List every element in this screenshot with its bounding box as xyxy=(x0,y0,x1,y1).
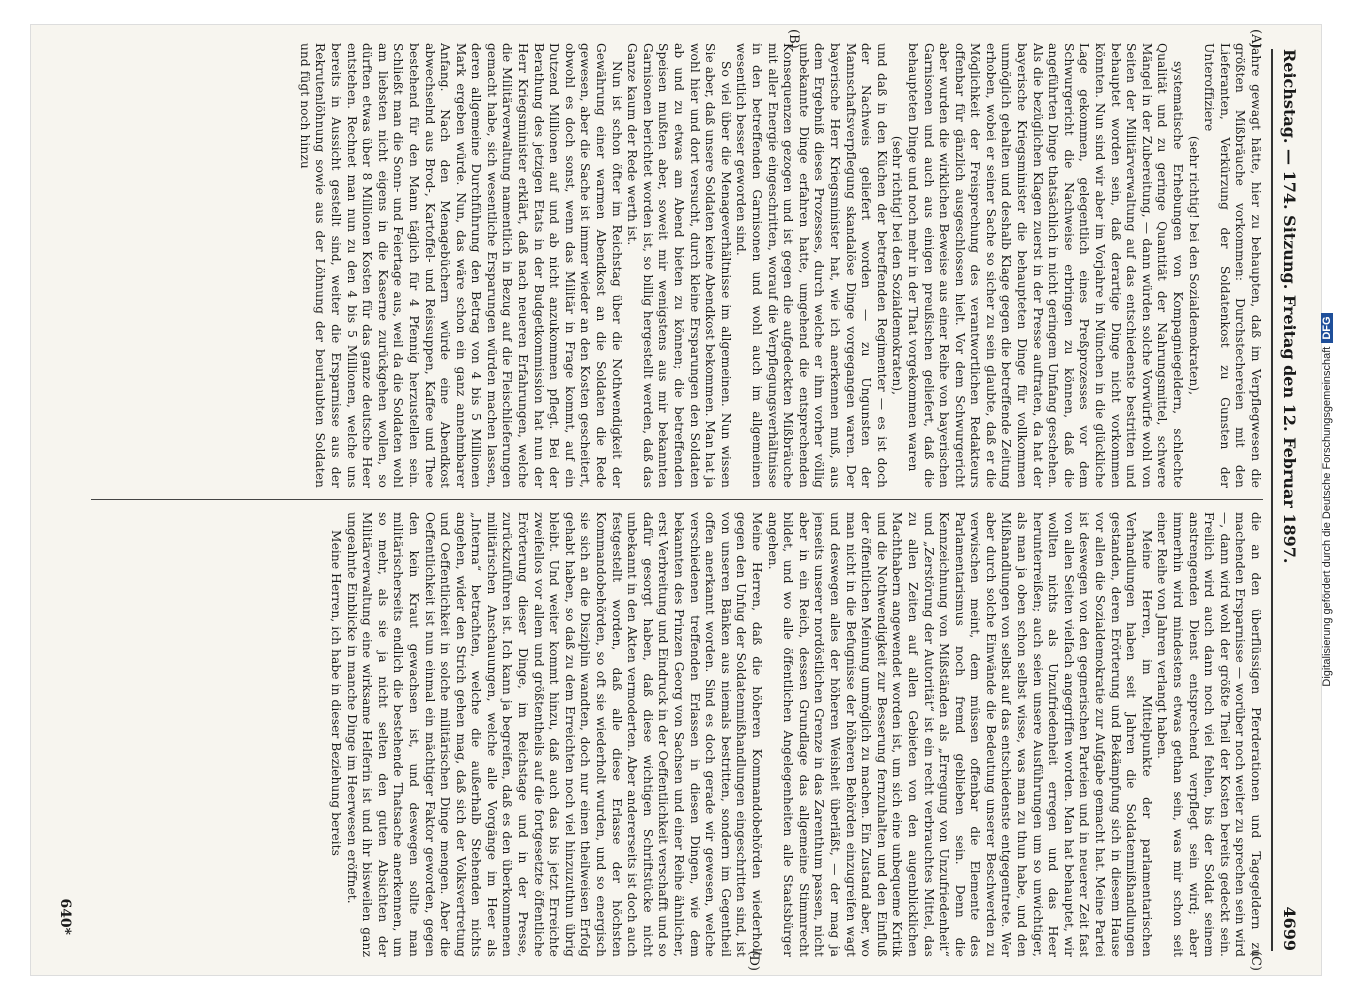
column-divider xyxy=(91,499,1263,500)
paragraph: Jahre gewagt hätte, hier zu behaupten, daß im Verpflegwesen die größten Mißbräuche vorkommen: Durchstechereien mit den Lieferanten, Verkürzung der Soldatenkost zu Gunsten der Unteroffiziere xyxy=(1202,43,1263,488)
signature-mark: 640* xyxy=(57,898,73,935)
header-title: Reichstag. — 174. Sitzung. Freitag den 12. Februar 1897. xyxy=(1280,49,1299,564)
paragraph: systematische Erhebungen von Kompagniegeldern, schlechte Qualität und zu geringe Quantität der Nahrungsmittel, schwere Mängel in der Zubereitung, — dann würden solche Vorwürfe wohl von Seiten der Militärverwaltung auf das entschiedenste bestritten und behauptet worden sein, daß derartige Dinge nicht vorkommen könnten. Nun sind wir aber im Vorjahre in München in die glückliche Lage gekommen, gelegentlich eines Preßprozesses vor dem Schwurgericht die Nachweise erbringen zu können, daß die angeführten Dinge thatsächlich in nicht geringem Umfang geschehen. Als die bezüglichen Klagen zuerst in der Presse auftraten, da hat der bayerische Kriegsminister die behaupteten Dinge für vollkommen unmöglich gehalten und deshalb Klage gegen die betreffende Zeitung erhoben, wobei er seiner Sache so sicher zu sein glaubte, daß er die Möglichkeit der Freisprechung des verantwortlichen Redakteurs offenbar für gänzlich ausgeschlossen hielt. Vor dem Schwurgericht aber wurden die wirklichen Beweise aus einer Reihe von bayerischen Garnisonen und auch aus einigen preußischen geliefert, daß die behaupteten Dinge und noch mehr in der That vorgekommen waren xyxy=(905,43,1186,488)
paragraph: (sehr richtig! bei den Sozialdemokraten), xyxy=(890,135,905,396)
margin-marker-b: (B) xyxy=(786,29,801,49)
paragraph: Meine Herren, im Mittelpunkte der parlamentarischen Verhandlungen haben seit Jahren die Soldatenmißhandlungen gestanden, deren Erörterung und Bekämpfung sich in diesem Hause vor allen die Sozialdemokratie zur Aufgabe gemacht hat. Meine Partei ist deswegen von den gegnerischen Parteien und in neuerer Zeit fast von allen Seiten vielfach angegriffen worden. Man hat behauptet, wir wollten nichts als Unzufriedenheit erregen und das Heer herunterreißen; auch seien unsere Ausführungen um so unwichtiger, als man ja oben schon selbst wisse, was man zu thun habe, und den Mißhandlungen von selbst auf das entschiedenste entgegentrete. Wer aber durch solche Einwände die Bedeutung unserer Beschwerden zu verwischen meint, dem müssen offenbar die Elemente des Parlamentarismus noch fremd geblieben sein. Denn die Kennzeichnung von Mißständen als „Erregung von Unzufriedenheit“ und „Zerstörung der Autorität“ ist ein recht verbrauchtes Mittel, das zu allen Zeiten auf allen Gebieten von den augenblicklichen Machthabern angewendet worden ist, um sich eine unbequeme Kritik und die Nothwendigkeit zur Besserung fernzuhalten und den Einfluß der öffentlichen Meinung unmöglich zu machen. Ein Zustand aber, wo man nicht in die Befugnisse der höheren Behörden einzugreifen wagt und deswegen alles der höheren Weisheit überläßt, — der mag ja jenseits unserer nordöstlichen Grenze in das Zarenthum passen, nicht aber in ein Reich, dessen Grundlage das allgemeine Stimmrecht bildet, und wo alle öffentlichen Angelegenheiten alle Staatsbürger angehen. xyxy=(765,512,1154,957)
paragraph: So viel über die Menageverhältnisse im allgemeinen. Nun wissen Sie aber, daß unsere Soldaten keine Abendkost bekommen. Man hat ja wohl hier und dort versucht, durch kleine Ersparungen den Soldaten ab und zu etwas am Abend bieten zu können; die betreffenden Speisen mußten aber, soweit mir wenigstens aus mir bekannten Garnisonen berichtet worden ist, so billig hergestellt werden, daß das Ganze kaum der Rede werth ist. xyxy=(625,43,733,488)
page-number: 4699 xyxy=(1280,906,1299,951)
right-column xyxy=(91,512,1263,957)
margin-marker-d: (D) xyxy=(746,950,761,971)
margin-marker-a: (A) xyxy=(1248,29,1263,49)
paragraph: (sehr richtig! bei den Sozialdemokraten), xyxy=(1186,135,1201,396)
paragraph: Nun ist schon öfter im Reichstag über die Nothwendigkeit der Gewährung einer warmen Abendkost an die Soldaten die Rede gewesen, aber die Sache ist immer wieder an den Kosten gescheitert, obwohl es doch sonst, wenn das Militär in Frage kommt, auf ein Dutzend Millionen auf und ab nicht anzukommen pflegt. Bei der Berathung des jetzigen Etats in der Budgetkommission hat nun der Herr Kriegsminister erklärt, daß nach neueren Erfahrungen, welche die Militärverwaltung namentlich in Bezug auf die Fleischlieferungen gemacht habe, sich wesentliche Ersparungen würden machen lassen, deren allgemeine Durchführung den Betrag von 4 bis 5 Millionen Mark ergeben würde. Nun, das wäre schon ein ganz annehmbarer Anfang. Nach den Menagebüchern würde eine Abendkost abwechselnd aus Brod-, Kartoffel- und Reissuppen, Kaffee und Thee bestehend für den Mann täglich für 4 Pfennig herzustellen sein. Schließt man die Sonn- und Feiertage aus, weil da die Soldaten wohl am liebsten nicht eigens in die Kaserne zurückgehen wollen, so dürften etwas über 8 Millionen Kosten für das ganze deutsche Heer entstehen. Rechnet man nun zu den 4 bis 5 Millionen, welche uns bereits in Aussicht gestellt sind, weiter die Ersparnisse aus der Rekrutenlöhnung sowie aus der Löhnung der beurlaubten Soldaten und fügt noch hinzu xyxy=(297,43,624,488)
page-header xyxy=(1271,49,1303,951)
paragraph: und daß in den Küchen der betreffenden Regimenter — es ist doch der Nachweis geliefert worden — zu Ungunsten der Mannschaftsverpflegung skandalöse Dinge vorgegangen waren. Der bayerische Herr Kriegsminister hat, wie ich anerkennen muß, aus dem Ergebniß dieses Prozesses, durch welche er ihm vorher völlig unbekannte Dinge erfahren hatte, umgehend die entsprechenden Konsequenzen gezogen und ist gegen die aufgedeckten Mißbräuche mit aller Energie eingeschritten, worauf die Verpflegungsverhältnisse in den betreffenden Garnisonen und wohl auch im allgemeinen wesentlich besser geworden sind. xyxy=(734,43,889,488)
paragraph: Meine Herren, ich habe in dieser Beziehung bereits xyxy=(328,530,343,857)
margin-marker-c: (C) xyxy=(1248,950,1263,971)
left-column xyxy=(91,43,1263,488)
digitization-watermark xyxy=(1321,0,1339,1000)
watermark-text: Digitalisierung gefördert durch die Deutsche Forschungsgemeinschaft xyxy=(1321,346,1333,687)
paragraph: Meine Herren, daß die höheren Kommandobehörden wiederholt gegen den Unfug der Soldatenmißhandlungen eingeschritten sind, ist von unseren Bänken aus niemals bestritten, sondern im Gegentheil offen anerkannt worden. Sind es doch gerade wir gewesen, welche verschiedenen treffenden Erlassen in diesen Dingen, wie dem bekannten des Prinzen Georg von Sachsen und einer Reihe ähnlicher, erst Verbreitung und Eindruck in der Oeffentlichkeit verschafft und so dafür gesorgt haben, daß diese wichtigen Schriftstücke nicht unbekannt in den Akten vermoderten. Aber andererseits ist doch auch festgestellt worden, daß alle diese Erlasse der höchsten Kommandobehörden, so oft sie wiederholt wurden, und so energisch sie sich an die Disziplin wandten, doch nur einen theilweisen Erfolg gehabt haben, so daß zu dem Erreichten noch viel hinzuzuthun übrig bleibt. Und weiter kommt hinzu, daß auch das bis jetzt Erreichte zweifellos vor allem und größtentheils auf die fortgesetzte öffentliche Erörterung dieser Dinge, im Reichstage und in der Presse, zurückzuführen ist. Ich kann ja begreifen, daß es den überkommenen militärischen Anschauungen, welche alle Vorgänge im Heer als „Interna“ betrachten, welche die außerhalb Stehenden nichts angehen, wider den Strich gehen mag, daß sich der Volksvertretung und Oeffentlichkeit in solche militärischen Dinge mengen. Aber die Oeffentlichkeit ist nun einmal ein mächtiger Faktor geworden, gegen den kein Kraut gewachsen ist, und deswegen sollte man militärischerseits endlich die bestehende Thatsache anerkennen, um so mehr, als sie ja nicht selten den guten Absichten der Militärverwaltung eine wirksame Helferin ist und ihr bisweilen ganz ungeahnte Einblicke in manche Dinge im Heerwesen eröffnet. xyxy=(344,512,764,957)
dfg-logo: DFG xyxy=(1321,313,1333,342)
paragraph: die an den überflüssigen Pferderationen und Tagegeldern zu machenden Ersparnisse — worüber noch weiter zu sprechen sein wird —, dann wird wohl der größte Theil der Kosten bereits gedeckt sein. Freilich wird auch dann noch viel fehlen, bis der Soldat seinem anstrengenden Dienst entsprechend verpflegt sein wird; aber immerhin wird mindestens etwas gethan sein, was mir schon seit einer Reihe von Jahren verlangt haben. xyxy=(1155,512,1263,957)
page-sheet xyxy=(31,25,1321,975)
